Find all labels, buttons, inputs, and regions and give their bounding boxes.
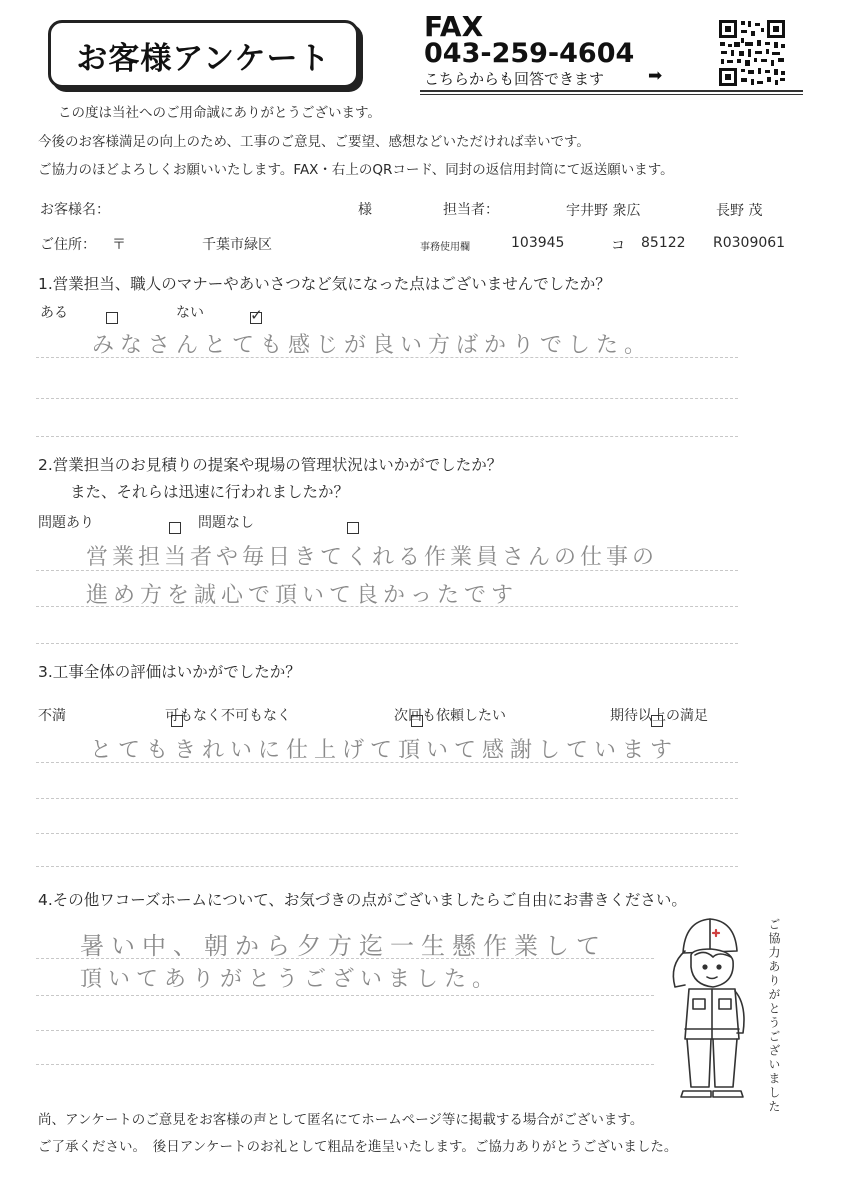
q2-option-no-problem-label: 問題なし: [198, 515, 254, 531]
q4-question: 4.その他ワコーズホームについて、お気づきの点がございましたらご自由にお書きください。: [38, 891, 687, 909]
fax-number: 043-259-4604: [424, 38, 635, 69]
staff-label: 担当者：: [443, 202, 499, 218]
qr-code-icon[interactable]: [717, 18, 787, 88]
answer-rule: [36, 1030, 654, 1031]
q1-option-yes-label: ある: [40, 305, 68, 321]
office-code-2-prefix: コ: [611, 238, 625, 254]
answer-rule: [36, 643, 738, 644]
header-rule-thin: [420, 94, 803, 95]
worker-saluting-illustration: [655, 905, 765, 1105]
arrow-right-icon: ➡: [648, 66, 663, 86]
intro-line-1: この度は当社へのご用命誠にありがとうございます。: [58, 105, 381, 121]
customer-name-label: お客様名：: [40, 202, 110, 218]
answer-rule: [36, 833, 738, 834]
address-label: ご住所：: [40, 237, 96, 253]
office-code-3: R0309061: [713, 235, 786, 251]
header-rule: [420, 90, 803, 92]
q3-option-beyond-expectations-label: 期待以上の満足: [610, 708, 708, 724]
answer-rule: [36, 866, 738, 867]
title-box: [48, 20, 359, 88]
answer-rule: [36, 436, 738, 437]
q1-option-yes-checkbox[interactable]: [106, 312, 118, 324]
fax-label: FAX: [424, 10, 484, 43]
q4-answer-line-1: 暑い中、朝から夕方迄一生懸作業して: [80, 932, 607, 960]
postal-mark: 〒: [112, 237, 126, 253]
q1-option-no-checkbox[interactable]: [250, 312, 262, 324]
q3-option-neutral-label: 可もなく不可もなく: [165, 708, 291, 724]
address-value: 千葉市緑区: [202, 237, 272, 253]
answer-rule: [36, 798, 738, 799]
office-code-1: 103945: [511, 235, 565, 251]
vertical-thanks-text: ご協力ありがとうございました: [767, 918, 781, 1114]
staff-name-2: 長野 茂: [716, 203, 763, 219]
intro-line-2: 今後のお客様満足の向上のため、工事のご意見、ご要望、感想などいただければ幸いです。: [38, 134, 590, 150]
q3-answer: とてもきれいに仕上げて頂いて感謝しています: [90, 738, 679, 763]
q2-answer-line-1: 営業担当者や毎日きてくれる作業員さんの仕事の: [86, 545, 659, 570]
q3-question: 3.工事全体の評価はいかがでしたか？: [38, 663, 301, 681]
q2-option-problem-checkbox[interactable]: [169, 522, 181, 534]
q1-option-no-label: ない: [176, 305, 204, 321]
honorific-label: 様: [358, 202, 372, 218]
page-title: お客様アンケート: [76, 41, 331, 77]
q2-answer-line-2: 進め方を誠心で頂いて良かったです: [86, 583, 519, 608]
q2-question: 2.営業担当のお見積りの提案や現場の管理状況はいかがでしたか？: [38, 456, 503, 474]
footer-line-1: 尚、アンケートのご意見をお客様の声として匿名にてホームページ等に掲載する場合がございます。: [38, 1112, 644, 1128]
q1-answer: みなさんとても感じが良い方ばかりでした。: [92, 333, 653, 358]
footer-line-2: ご了承ください。 後日アンケートのお礼として粗品を進呈いたします。ご協力ありがとうございました。: [38, 1139, 678, 1155]
q4-answer-line-2: 頂いてありがとうございました。: [80, 967, 501, 992]
intro-line-3: ご協力のほどよろしくお願いいたします。FAX・右上のQRコード、同封の返信用封筒にて返送願います。: [38, 162, 674, 178]
q3-option-dissatisfied-label: 不満: [38, 708, 66, 724]
q2-option-no-problem-checkbox[interactable]: [347, 522, 359, 534]
answer-rule: [36, 398, 738, 399]
q3-option-request-again-label: 次回も依頼したい: [394, 708, 506, 724]
office-use-label: 事務使用欄: [420, 242, 470, 253]
staff-name-1: 宇井野 衆広: [566, 203, 641, 219]
answer-rule: [36, 995, 654, 996]
answer-rule: [36, 1064, 654, 1065]
q2-question-line-2: また、それらは迅速に行われましたか？: [70, 483, 350, 501]
q1-question: 1.営業担当、職人のマナーやあいさつなど気になった点はございませんでしたか？: [38, 275, 611, 293]
qr-note: こちらからも回答できます: [424, 70, 605, 88]
q2-option-problem-label: 問題あり: [38, 515, 94, 531]
office-code-2: 85122: [641, 235, 686, 251]
